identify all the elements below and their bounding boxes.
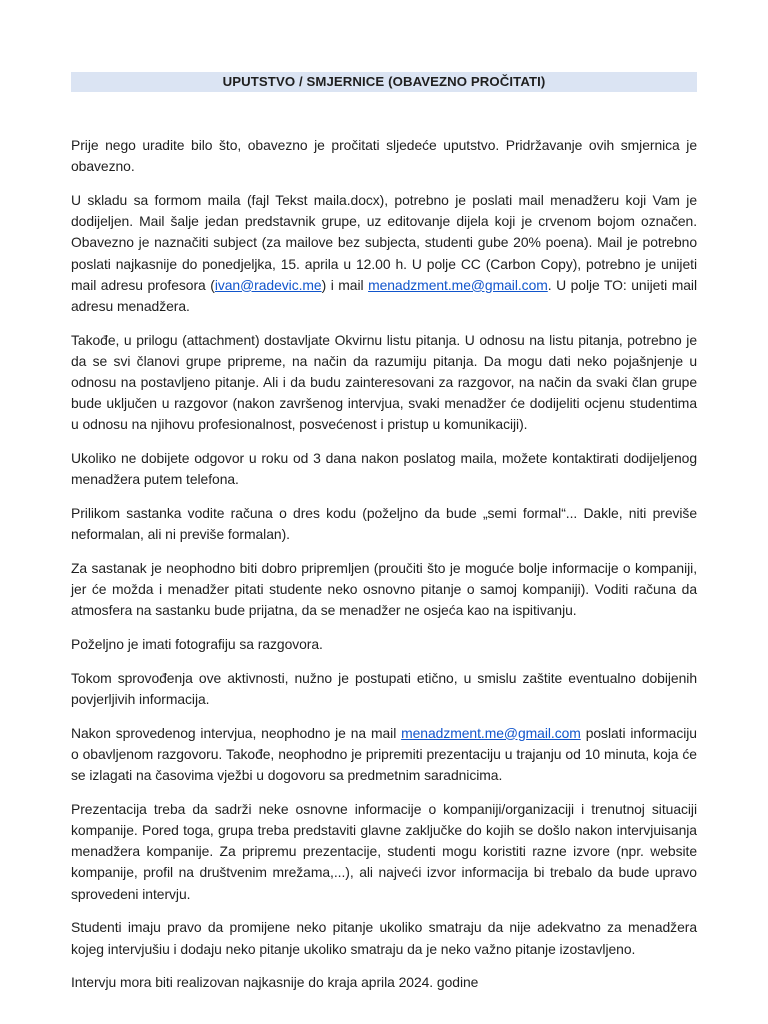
report-email-link[interactable]: menadzment.me@gmail.com xyxy=(401,724,581,741)
after-interview-text: Nakon sprovedenog intervjua, neophodno je na mail xyxy=(71,724,402,741)
paragraph-student-rights: Studenti imaju pravo da promijene neko pitanje ukoliko smatraju da nije adekvatno za menadžera kojeg intervjušiu i dodaju neko pitanje ukoliko smatraju da je neko važno pitanje izostavljeno. xyxy=(71,919,697,957)
paragraph-after-interview xyxy=(71,723,697,787)
paragraph-no-reply: Ukoliko ne dobijete odgovor u roku od 3 dana nakon poslatog maila, možete kontaktirati dodijeljenog menadžera putem telefona. xyxy=(71,450,697,488)
course-email-link[interactable]: menadzment.me@gmail.com xyxy=(368,276,548,293)
paragraph-ethics: Tokom sprovođenja ove aktivnosti, nužno je postupati etično, u smislu zaštite eventualno dobijenih povjerljivih informacija. xyxy=(71,669,697,707)
mail-instructions-text-2: ) i mail xyxy=(321,276,369,293)
paragraph-dress-code: Prilikom sastanka vodite računa o dres kodu (poželjno da bude „semi formal“... Dakle, niti previše neformalan, ali ni previše formalan). xyxy=(71,505,697,543)
paragraph-question-list: Takođe, u prilogu (attachment) dostavljate Okvirnu listu pitanja. U odnosu na listu pitanja, potrebno je da se svi članovi grupe pripreme, na način da razumiju pitanja. Da mogu dati neko pojašnjenje u odnosu na postavljeno pitanje. Ali i da budu zainteresovani za razgovor, na način da svaki član grupe bude uključen u razgovor (nakon završenog intervjua, svaki menadžer će dodijeliti ocjenu studentima u odnosu na njihovu profesionalnost, posvećenost i pristup u komunikaciji). xyxy=(71,331,697,433)
document-body xyxy=(71,135,697,993)
mail-instructions-text-3: . U polje TO: unijeti mail adresu menadžera. xyxy=(71,276,697,314)
paragraph-photo: Poželjno je imati fotografiju sa razgovora. xyxy=(71,636,323,653)
paragraph-intro: Prije nego uradite bilo što, obavezno je pročitati sljedeće uputstvo. Pridržavanje ovih smjernica je obavezno. xyxy=(71,137,697,175)
paragraph-deadline: Intervju mora biti realizovan najkasnije do kraja aprila 2024. godine xyxy=(71,974,479,991)
document-title: UPUTSTVO / SMJERNICE (OBAVEZNO PROČITATI) xyxy=(71,72,697,92)
paragraph-preparation: Za sastanak je neophodno biti dobro pripremljen (proučiti što je moguće bolje informacije o kompaniji, jer će možda i menadžer pitati studente neko osnovno pitanje o samoj kompaniji). Voditi računa da atmosfera na sastanku bude prijatna, da se menadžer ne osjeća kao na ispitivanju. xyxy=(71,559,697,619)
mail-instructions-text: U skladu sa formom maila (fajl Tekst maila.docx), potrebno je poslati mail menadžeru koji Vam je dodijeljen. Mail šalje jedan predstavnik grupe, uz editovanje dijela koji je crvenom bojom označen. Obavezno je naznačiti subject (za mailove bez subjecta, studenti gube 20% poena). Mail je potrebno poslati najkasnije do ponedjeljka, 15. aprila u 12.00 h. U polje CC (Carbon Copy), potrebno je unijeti mail adresu profesora ( xyxy=(71,191,697,293)
paragraph-mail-instructions xyxy=(71,190,697,317)
paragraph-presentation: Prezentacija treba da sadrži neke osnovne informacije o kompaniji/organizaciji i trenutnoj situaciji kompanije. Pored toga, grupa treba predstaviti glavne zaključke do kojih se došlo nakon intervjuisanja menadžera kompanije. Za pripremu prezentacije, studenti mogu koristiti razne izvore (npr. website kompanije, profil na društvenim mrežama,...), ali najveći izvor informacija bi trebalo da bude upravo sprovedeni intervju. xyxy=(71,800,697,902)
professor-email-link[interactable]: ivan@radevic.me xyxy=(214,276,322,293)
after-interview-text-2: poslati informaciju o obavljenom razgovoru. Takođe, neophodno je pripremiti prezentaciju u trajanju od 10 minuta, koja će se izlagati na časovima vježbi u dogovoru sa predmetnim saradnicima. xyxy=(71,724,697,784)
